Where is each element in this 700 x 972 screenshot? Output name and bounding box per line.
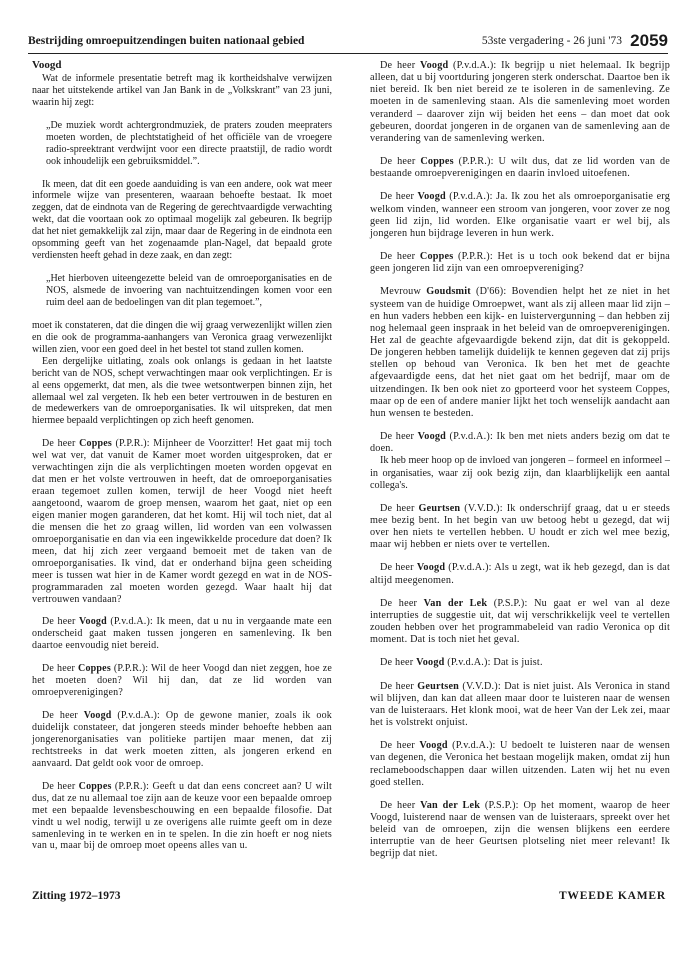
- speech-block: De heer Voogd (P.v.d.A.): Dat is juist.: [380, 657, 543, 669]
- speaker-name: Coppes: [419, 251, 454, 263]
- speech-block: De heer Coppes (P.P.R.): Wil de heer Voogd dan niet zeggen, hoe ze het moeten doen? Wil hij dan, dat ze lid worden van omroepverenigingen?: [32, 663, 332, 699]
- session-label: Zitting 1972–1973: [32, 890, 121, 902]
- speaker-name: Coppes: [78, 780, 112, 792]
- left-column: [32, 60, 332, 863]
- speaker-name: Goudsmit: [426, 286, 471, 298]
- quotation: „De muziek wordt achtergrondmuziek, de praters zouden meepraters moeten worden, de plechtstatigheid of het officiële van de vroegere radio-spreektrant verdwijnt voor een directe praatstijl, de radio wordt ook inhoudelijk een gebruiksmiddel.”.: [46, 119, 332, 167]
- speech-block: De heer Coppes (P.P.R.): Het is u toch ook bekend dat er bijna geen jongeren lid zijn van een omroepvereniging?: [370, 251, 670, 275]
- speech-block: De heer Van der Lek (P.S.P.): Op het moment, waarop de heer Voogd, luisterend naar de wensen van de luisteraars, spreekt over het beleid van de omroepen, zijn die wensen blijkens een eerdere interruptie van de heer Geurtsen plotseling niet meer relevant! Ik begrijp dat niet.: [370, 799, 670, 860]
- speech-block: De heer Geurtsen (V.V.D.): Ik onderschrijf graag, dat u er steeds mee bezig bent. In het begin van uw betoog hebt u gezegd, dat wij over hen niets te vertellen hebben. U houdt er zich wel mee bezig, maar wij hebben er niets over te vertellen.: [370, 502, 670, 551]
- speaker-name: Geurtsen: [418, 502, 461, 514]
- speaker-name: Voogd: [417, 191, 446, 203]
- speaker-name: Voogd: [417, 431, 447, 443]
- speech-block: De heer Coppes (P.P.R.): Geeft u dat dan eens concreet aan? U wilt dus, dat ze nu allemaal toe zijn aan de keuze voor een bepaalde omroep met een bepaalde levensbeschouwing en een bepaalde filosofie. Dat vindt u wel nodig, terwijl u ze overigens alle ruimte geeft om in deze samenleving in te werken en in te spelen. In die zin hoeft er nog niets van u, maar bij de omroep moet opeens alles van u.: [32, 780, 332, 852]
- paragraph: Wat de informele presentatie betreft mag ik kortheidshalve verwijzen naar het uitstekende artikel van Jan Bank in de „Volkskrant” van 23 juni, waarin hij zegt:: [32, 72, 332, 108]
- speech-block: De heer Voogd (P.v.d.A.): Ja. Ik zou het als omroeporganisatie erg welkom vinden, wanneer een stroom van jongeren, voor zover ze nog geen lid zijn, lid worden. Elke organisatie vaart er wel bij, als jongeren hun bijdrage leveren in hun werk.: [370, 191, 670, 239]
- page-number: 2059: [630, 31, 668, 50]
- chamber-label: TWEEDE KAMER: [558, 890, 666, 902]
- speech-block: De heer Voogd (P.v.d.A.): U bedoelt te luisteren naar de wensen van degenen, die Veronica het bestaan mogelijk maken, omdat zij hun reclameboodschappen daar willen uitzenden. Laten wij het nu even goed stellen.: [370, 740, 670, 788]
- section-title: Bestrijding omroepuitzendingen buiten nationaal gebied: [28, 35, 305, 47]
- speech-block: Mevrouw Goudsmit (D'66): Bovendien helpt het ze niet in het systeem van de huidige Omroepwet, want als zij alleen maar lid zijn – en hun vaders hebben een kijk- en luistervergunning – dan hebben zij nog helemaal geen inspraak in het beleid van de omroepverenigingen. Het zal de geachte afgevaardigde bekend zijn, dat dit is gekoppeld. De jongeren hebben tamelijk duidelijk te kennen gegeven dat zij prijs stellen op behoud van Veronica. Ik ben het met de geachte afgevaardigde eens, dat het niet gaat om het bedrijf, maar om de uitzendingen. Ik ben ook niet zo gporteerd voor het systeem Coppes, maar op de een of andere manier lijkt het toch wenselijk aandacht aan hun wensen te besteden.: [370, 286, 670, 419]
- paragraph: moet ik constateren, dat die dingen die wij graag verwezenlijkt willen zien en die ook de programma-aanhangers van Veronica graag verwezenlijkt willen zien, voor een goed deel in het bestel tot stand zullen komen.: [32, 319, 332, 355]
- speech-block: De heer Geurtsen (V.V.D.): Dat is niet juist. Als Veronica in stand wil blijven, dan kan dat alleen maar door te luisteren naar de wensen van de luisteraars. Het klonk mooi, wat de heer Van der Lek zei, maar het is volstrekt onjuist.: [370, 680, 670, 729]
- page-header: [28, 33, 668, 54]
- paragraph: Een dergelijke uitlating, zoals ook onlangs is gedaan in het laatste bericht van de NOS, schept verwachtingen maar ook verplichtingen. Er is al eens opgemerkt, dat men, als die twee wetsontwerpen binnen zijn, het allemaal wel zal vergeten. Ik heb een beter vertrouwen in de besturen en de medewerkers van de omroeporganisaties. Ik wil uitspreken, dat men hiermee bepaald verplichtingen op zich heeft genomen.: [32, 355, 332, 427]
- speaker-name: Coppes: [420, 156, 454, 168]
- paragraph: Ik meen, dat dit een goede aanduiding is van een andere, ook wat meer informele wijze van presenteren, waaraan behoefte bestaat. Ik moet zeggen, dat de eindnota van de Regering de gerechtvaardigde verwachting wekt, dat die voortaan ook zo optimaal mogelijk zal gebeuren. Ik begrijp dat het niet gemakkelijk zal zijn, maar daar de Regering in de eindnota een opsomming geeft van het zogenaamde plan-Nagel, dat bepaald grote verdiensten heeft gehad in deze zaak, en dan zegt:: [32, 178, 332, 262]
- right-column: [370, 60, 670, 872]
- quotation: „Het hierboven uiteengezette beleid van de omroeporganisaties en de NOS, alsmede de invoering van nachtuitzendingen komen voor een ruim deel aan de bedoelingen van dit plan tegemoet.”,: [46, 273, 332, 308]
- speech-block: De heer Voogd (P.v.d.A.): Op de gewone manier, zoals ik ook duidelijk constateer, dat jongeren steeds minder behoefte hebben aan jongerenorganisaties van politieke partijen maar menen, dat zij rechtstreeks in dat werk moeten zitten, als jongeren erkend en aanvaard. Dat geldt ook voor de omroep.: [32, 710, 332, 769]
- speech-block: De heer Voogd (P.v.d.A.): Ik begrijp u niet helemaal. Ik begrijp alleen, dat u bij voortduring jongeren sterk onderschat. Daartoe ben ik niet bereid. Ik ben niet bereid ze te isoleren in de samenleving. Ze moeten in de samenleving staan. Als die samenleving moet worden veranderd – daarover zijn wij beiden het eens – dan moet dat ook gebeuren, doordat jongeren in de organen van de samenleving aan de verandering van de samenleving werken.: [370, 60, 670, 144]
- speaker-name: Voogd: [416, 562, 446, 574]
- speaker-name: Voogd: [78, 616, 107, 628]
- speaker-name: Voogd: [83, 710, 112, 722]
- speaker-name: Voogd: [419, 740, 448, 752]
- meeting-date: 53ste vergadering - 26 juni '73: [481, 35, 622, 47]
- paragraph: Ik heb meer hoop op de invloed van jongeren – formeel en informeel – in organisaties, waar zij ook bezig zijn, dan klaarblijkelijk een aantal collega's.: [370, 455, 670, 491]
- page-footer: [32, 890, 666, 906]
- speaker-name: Voogd: [419, 60, 449, 71]
- speaker-name: Coppes: [78, 663, 111, 675]
- speaker-name: Geurtsen: [417, 680, 460, 692]
- speech-block: De heer Van der Lek (P.S.P.): Nu gaat er wel van al deze interrupties de suggestie uit, dat wij verschrikkelijk veel te vertellen zouden hebben over het programmabeleid van radio Veronica op dit moment. Dat is toch niet het geval.: [370, 597, 670, 646]
- speech-block: De heer Coppes (P.P.R.): U wilt dus, dat ze lid worden van de bestaande omroepverenigingen en daarin invloed uitoefenen.: [370, 156, 670, 180]
- speaker-name: Van der Lek: [420, 799, 481, 811]
- speaker-name: Van der Lek: [423, 597, 488, 609]
- speaker-name: Coppes: [79, 438, 112, 450]
- speech-block: De heer Voogd (P.v.d.A.): Ik meen, dat u nu in vergaande mate een onderscheid gaat maken tussen jongeren en samenleving. Ik ben daartoe eenvoudig niet bereid.: [32, 616, 332, 652]
- speech-block: De heer Voogd (P.v.d.A.): Als u zegt, wat ik heb gezegd, dan is dat altijd meegenomen.: [370, 562, 670, 586]
- speech-block: De heer Voogd (P.v.d.A.): Ik ben met niets anders bezig om dat te doen.: [370, 431, 670, 455]
- speech-block: De heer Coppes (P.P.R.): Mijnheer de Voorzitter! Het gaat mij toch wel wat ver, dat vanuit de Kamer moet worden uitgesproken, dat er verwachtingen zijn die als verplichtingen moeten worden opgevat en dat men er het volste vertrouwen in heeft, dat de omroeporganisaties eraan tegemoet zullen komen, terwijl de heer Voogd niet heeft aangetoond, waarom de groep mensen, waarom het gaat, niet op een eigen manier mogen garanderen, dat het komt. Hij wil toch niet, dat al die mensen die het zo graag willen, lid worden van een volwassen omroeporganisatie en dan via een ingewikkelde procedure dat doen? Ik meen, dat hij zich zeer vergaand bemoeit met de taken van de omroeporganisaties. Ik vind, dat er onderhand bijna geen scheiding meer is tussen wat hier in de Kamer wordt gezegd en wat in de NOS-programmaraden zal moeten worden gezegd. Waar haalt hij dat vertrouwen vandaan?: [32, 438, 332, 605]
- speaker-name: Voogd: [416, 657, 445, 669]
- speaker-heading: Voogd: [32, 59, 62, 71]
